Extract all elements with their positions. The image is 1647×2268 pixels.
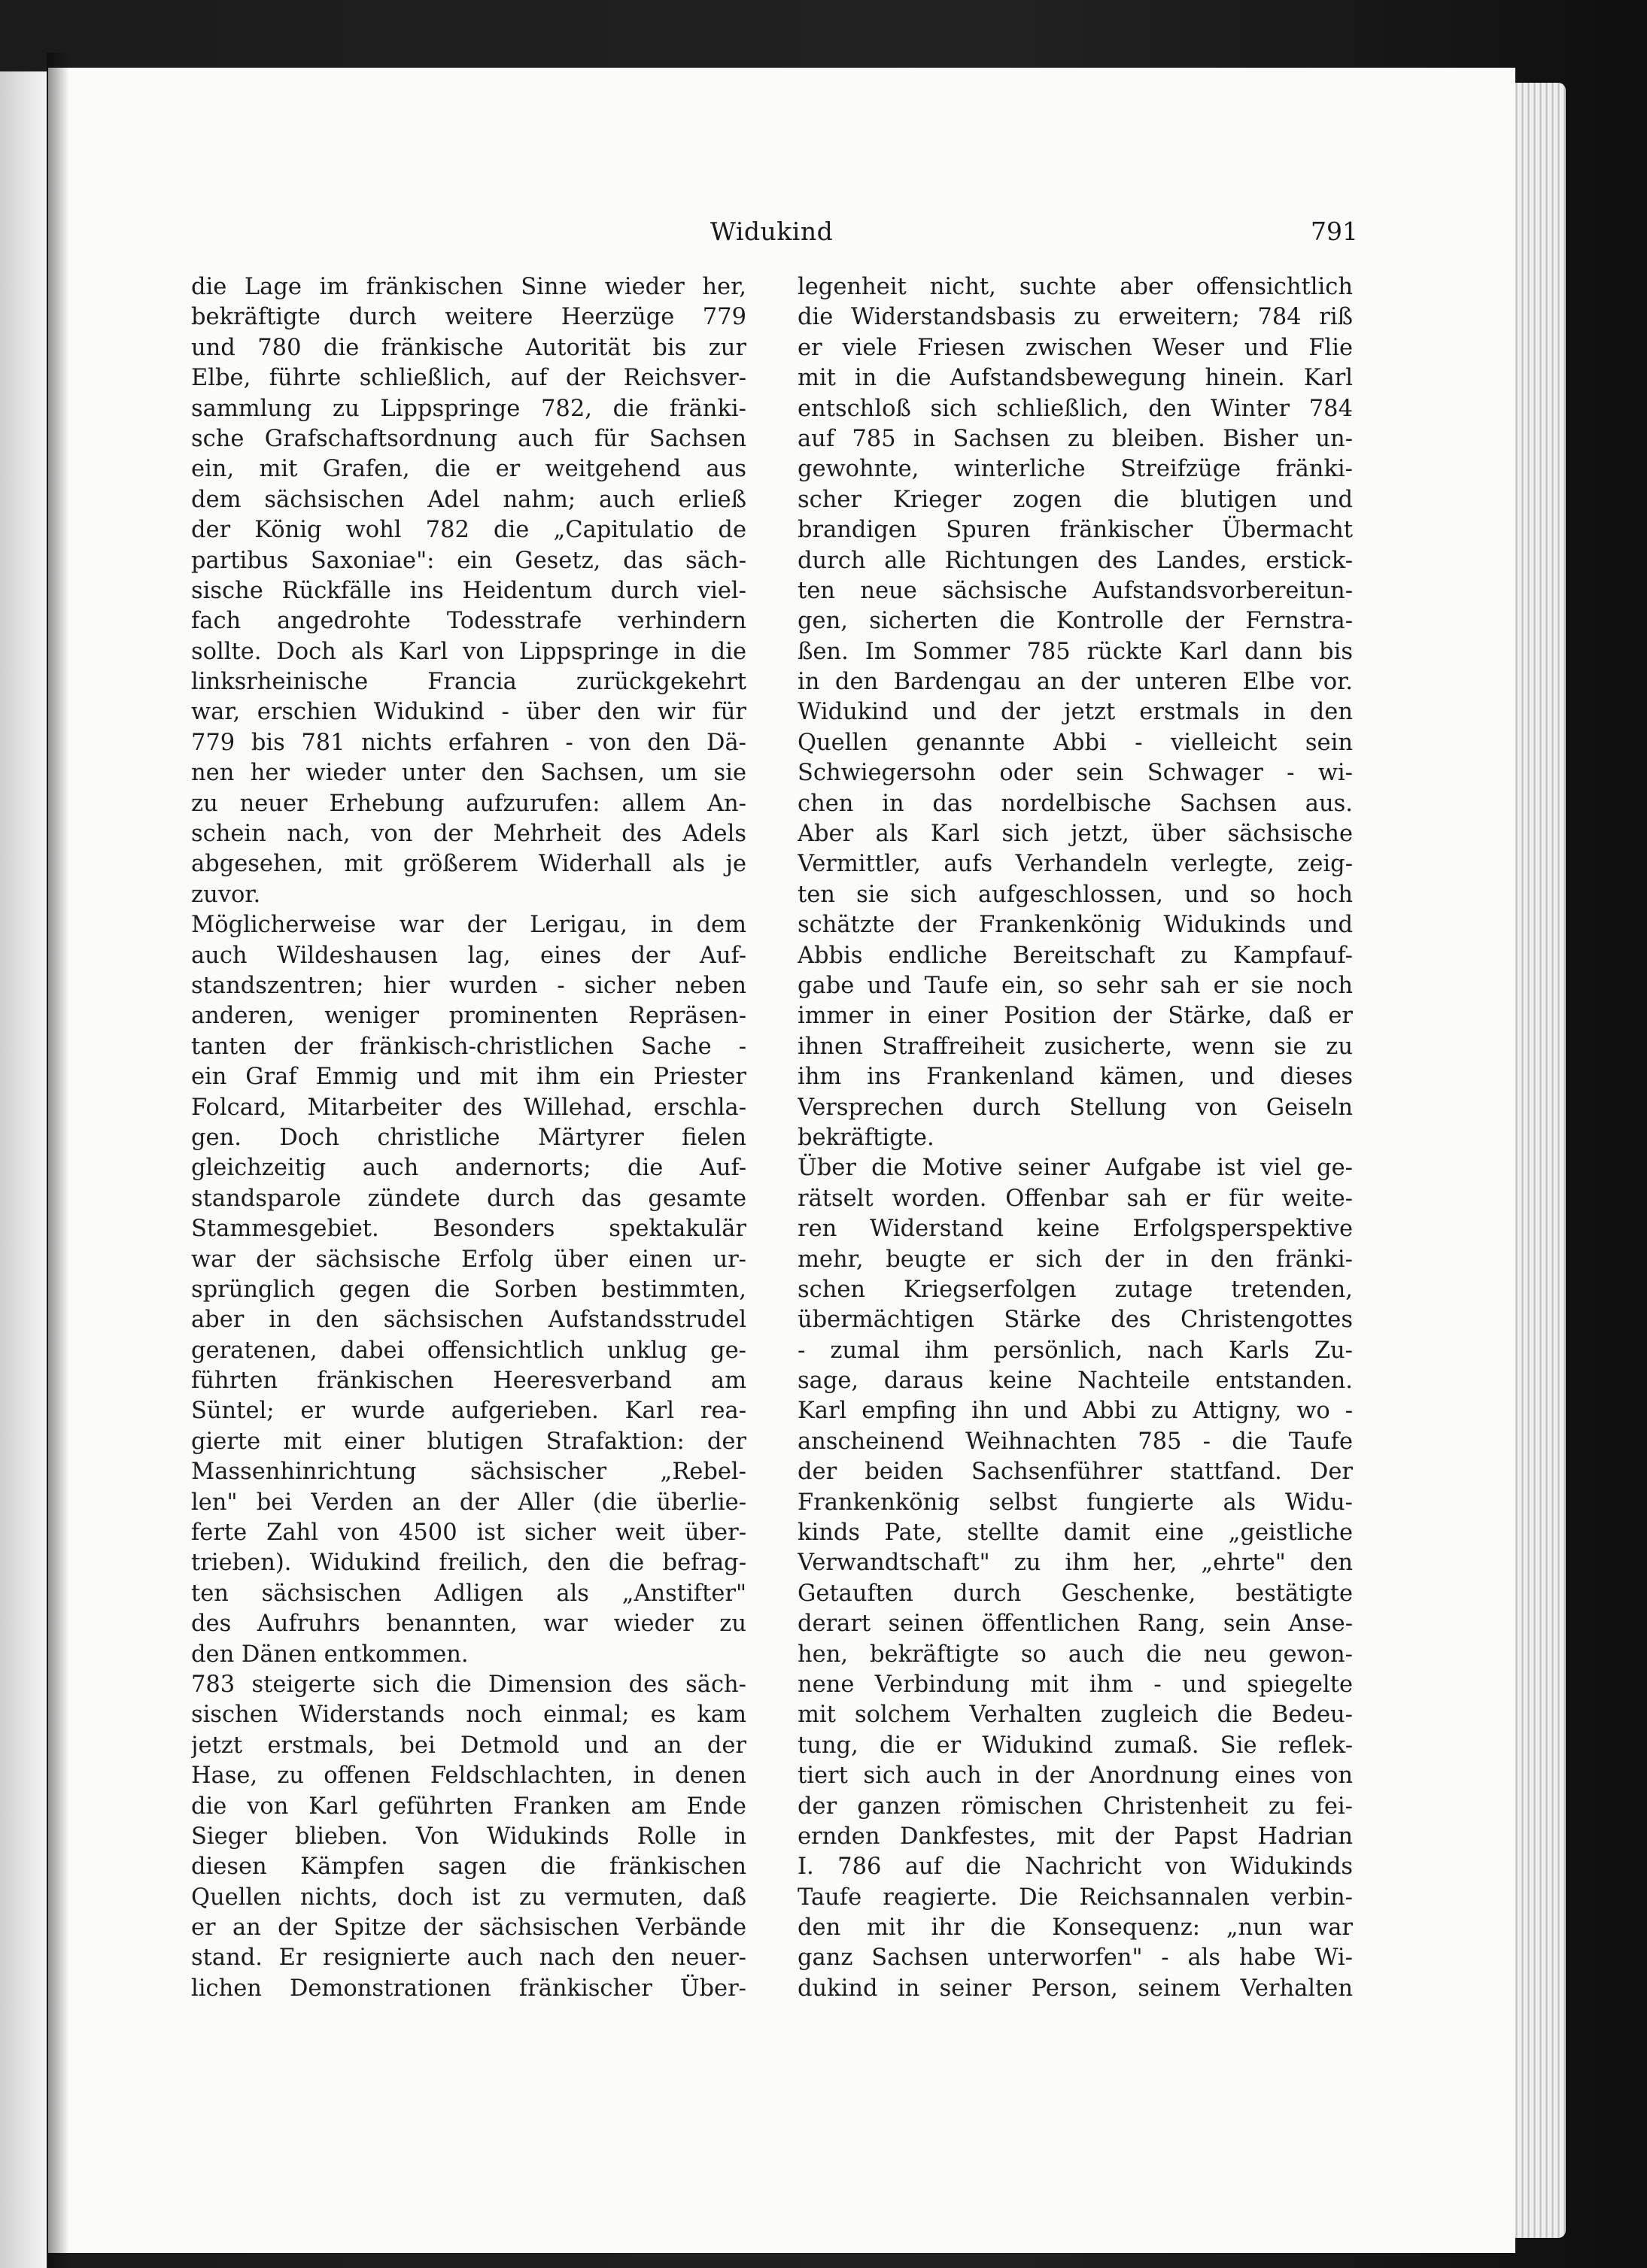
text-line: der ganzen römischen Christenheit zu fei- — [798, 1793, 1353, 1820]
text-line: Vermittler, aufs Verhandeln verlegte, zeig- — [798, 851, 1353, 878]
text-line: brandigen Spuren fränkischer Übermacht — [798, 517, 1353, 544]
text-line: sische Rückfälle ins Heidentum durch viel- — [191, 577, 746, 604]
text-line: ten neue sächsische Aufstandsvorbereitun- — [798, 577, 1353, 604]
text-line: in den Bardengau an der unteren Elbe vor. — [798, 669, 1353, 696]
text-line: Möglicherweise war der Lerigau, in dem — [191, 912, 746, 939]
text-line: ferte Zahl von 4500 ist sicher weit über- — [191, 1520, 746, 1547]
text-line: war der sächsische Erfolg über einen ur- — [191, 1246, 746, 1273]
text-line: 779 bis 781 nichts erfahren - von den Dä- — [191, 729, 746, 756]
text-line: aber in den sächsischen Aufstandsstrudel — [191, 1307, 746, 1334]
text-line: Taufe reagierte. Die Reichsannalen verbin- — [798, 1884, 1353, 1911]
text-line: Massenhinrichtung sächsischer „Rebel- — [191, 1459, 746, 1486]
text-line: anderen, weniger prominenten Repräsen- — [191, 1003, 746, 1030]
text-line: partibus Saxoniae": ein Gesetz, das säch- — [191, 547, 746, 574]
text-line: sage, daraus keine Nachteile entstanden. — [798, 1368, 1353, 1395]
text-line: sischen Widerstands noch einmal; es kam — [191, 1702, 746, 1729]
text-line: durch alle Richtungen des Landes, erstick- — [798, 547, 1353, 574]
text-line: gen, sicherten die Kontrolle der Fernstra- — [798, 608, 1353, 635]
text-line: Aber als Karl sich jetzt, über sächsische — [798, 821, 1353, 848]
text-line: bekräftigte durch weitere Heerzüge 779 — [191, 304, 746, 331]
text-line: ren Widerstand keine Erfolgsperspektive — [798, 1216, 1353, 1243]
text-line: ernden Dankfestes, mit der Papst Hadrian — [798, 1823, 1353, 1850]
text-line: dem sächsischen Adel nahm; auch erließ — [191, 486, 746, 513]
text-line: diesen Kämpfen sagen die fränkischen — [191, 1854, 746, 1881]
text-line: Getauften durch Geschenke, bestätigte — [798, 1580, 1353, 1607]
text-line: standsparole zündete durch das gesamte — [191, 1185, 746, 1212]
facing-page-edge — [0, 71, 48, 2268]
text-line: geratenen, dabei offensichtlich unklug ge- — [191, 1337, 746, 1364]
text-line: derart seinen öffentlichen Rang, sein Anse- — [798, 1611, 1353, 1638]
text-line: tung, die er Widukind zumaß. Sie reflek- — [798, 1732, 1353, 1759]
text-line: scher Krieger zogen die blutigen und — [798, 486, 1353, 513]
text-line: 783 steigerte sich die Dimension des säch- — [191, 1671, 746, 1698]
text-line: trieben). Widukind freilich, den die befrag- — [191, 1550, 746, 1577]
text-line: Quellen genannte Abbi - vielleicht sein — [798, 729, 1353, 756]
text-line: nen her wieder unter den Sachsen, um sie — [191, 760, 746, 787]
text-line: dukind in seiner Person, seinem Verhalten — [798, 1975, 1353, 2002]
running-head-title: Widukind — [710, 217, 834, 246]
text-line: den mit ihr die Konsequenz: „nun war — [798, 1914, 1353, 1942]
text-line: mit solchem Verhalten zugleich die Bedeu- — [798, 1702, 1353, 1729]
text-line: Sieger blieben. Von Widukinds Rolle in — [191, 1823, 746, 1850]
text-line: auf 785 in Sachsen zu bleiben. Bisher un- — [798, 425, 1353, 452]
text-line: ßen. Im Sommer 785 rückte Karl dann bis — [798, 638, 1353, 665]
text-line: Süntel; er wurde aufgerieben. Karl rea- — [191, 1398, 746, 1425]
text-line: zu neuer Erhebung aufzurufen: allem An- — [191, 790, 746, 817]
text-line: Karl empfing ihn und Abbi zu Attigny, wo - — [798, 1398, 1353, 1425]
text-line: die Widerstandsbasis zu erweitern; 784 riß — [798, 304, 1353, 331]
text-line: bekräftigte. — [798, 1124, 934, 1151]
text-line: er viele Friesen zwischen Weser und Flie — [798, 334, 1353, 361]
text-line: der König wohl 782 die „Capitulatio de — [191, 517, 746, 544]
text-line: gewohnte, winterliche Streifzüge fränki- — [798, 456, 1353, 483]
text-line: jetzt erstmals, bei Detmold und an der — [191, 1732, 746, 1759]
text-line: kinds Pate, stellte damit eine „geistliche — [798, 1520, 1353, 1547]
text-line: schätzte der Frankenkönig Widukinds und — [798, 912, 1353, 939]
text-line: Widukind und der jetzt erstmals in den — [798, 699, 1353, 726]
text-line: ein, mit Grafen, die er weitgehend aus — [191, 456, 746, 483]
text-line: Hase, zu offenen Feldschlachten, in denen — [191, 1762, 746, 1790]
text-line: Versprechen durch Stellung von Geiseln — [798, 1094, 1353, 1121]
text-line: rätselt worden. Offenbar sah er für weite- — [798, 1185, 1353, 1212]
text-line: abgesehen, mit größerem Widerhall als je — [191, 851, 746, 878]
text-line: und 780 die fränkische Autorität bis zur — [191, 334, 746, 361]
text-line: lichen Demonstrationen fränkischer Über- — [191, 1975, 746, 2002]
text-line: - zumal ihm persönlich, nach Karls Zu- — [798, 1337, 1353, 1364]
running-head — [48, 217, 1515, 262]
text-line: sprünglich gegen die Sorben bestimmten, — [191, 1276, 746, 1303]
text-line: linksrheinische Francia zurückgekehrt — [191, 669, 746, 696]
text-line: auch Wildeshausen lag, eines der Auf- — [191, 942, 746, 969]
text-line: fach angedrohte Todesstrafe verhindern — [191, 608, 746, 635]
text-line: Abbis endliche Bereitschaft zu Kampfauf- — [798, 942, 1353, 969]
text-line: führten fränkischen Heeresverband am — [191, 1368, 746, 1395]
text-line: übermächtigen Stärke des Christengottes — [798, 1307, 1353, 1334]
text-line: gierte mit einer blutigen Strafaktion: der — [191, 1428, 746, 1455]
text-line: war, erschien Widukind - über den wir für — [191, 699, 746, 726]
text-line: I. 786 auf die Nachricht von Widukinds — [798, 1854, 1353, 1881]
text-line: ein Graf Emmig und mit ihm ein Priester — [191, 1064, 746, 1091]
text-column-right — [798, 272, 1353, 2004]
text-line: Über die Motive seiner Aufgabe ist viel ge- — [798, 1155, 1353, 1182]
text-line: ten sächsischen Adligen als „Anstifter" — [191, 1580, 746, 1607]
text-line: legenheit nicht, suchte aber offensichtlich — [798, 274, 1353, 300]
text-line: anscheinend Weihnachten 785 - die Taufe — [798, 1428, 1353, 1455]
text-line: standszentren; hier wurden - sicher neben — [191, 972, 746, 999]
text-line: tiert sich auch in der Anordnung eines von — [798, 1762, 1353, 1790]
text-line: stand. Er resignierte auch nach den neuer- — [191, 1945, 746, 1972]
text-line: die von Karl geführten Franken am Ende — [191, 1793, 746, 1820]
gutter-shadow — [47, 53, 69, 2268]
text-line: des Aufruhrs benannten, war wieder zu — [191, 1611, 746, 1638]
text-line: entschloß sich schließlich, den Winter 784 — [798, 395, 1353, 422]
text-line: chen in das nordelbische Sachsen aus. — [798, 790, 1353, 817]
text-line: schen Kriegserfolgen zutage tretenden, — [798, 1276, 1353, 1303]
text-line: len" bei Verden an der Aller (die überlie- — [191, 1489, 746, 1516]
text-line: mehr, beugte er sich der in den fränki- — [798, 1246, 1353, 1273]
text-column-left — [191, 272, 746, 2004]
text-line: den Dänen entkommen. — [191, 1641, 469, 1668]
text-line: hen, bekräftigte so auch die neu gewon- — [798, 1641, 1353, 1668]
text-line: immer in einer Position der Stärke, daß er — [798, 1003, 1353, 1030]
text-line: Folcard, Mitarbeiter des Willehad, erschla- — [191, 1094, 746, 1121]
text-line: gleichzeitig auch andernorts; die Auf- — [191, 1155, 746, 1182]
text-line: Schwiegersohn oder sein Schwager - wi- — [798, 760, 1353, 787]
text-line: ganz Sachsen unterworfen" - als habe Wi- — [798, 1945, 1353, 1972]
text-line: sammlung zu Lippspringe 782, die fränki- — [191, 395, 746, 422]
text-line: schein nach, von der Mehrheit des Adels — [191, 821, 746, 848]
text-line: er an der Spitze der sächsischen Verbände — [191, 1914, 746, 1942]
text-line: gabe und Taufe ein, so sehr sah er sie noch — [798, 972, 1353, 999]
text-line: sche Grafschaftsordnung auch für Sachsen — [191, 425, 746, 452]
text-line: ihnen Straffreiheit zusicherte, wenn sie zu — [798, 1033, 1353, 1060]
text-line: Verwandtschaft" zu ihm her, „ehrte" den — [798, 1550, 1353, 1577]
text-line: mit in die Aufstandsbewegung hinein. Karl — [798, 365, 1353, 392]
text-line: tanten der fränkisch-christlichen Sache - — [191, 1033, 746, 1060]
text-line: Quellen nichts, doch ist zu vermuten, daß — [191, 1884, 746, 1911]
text-line: sollte. Doch als Karl von Lippspringe in die — [191, 638, 746, 665]
text-line: ten sie sich aufgeschlossen, und so hoch — [798, 881, 1353, 908]
text-line: ihm ins Frankenland kämen, und dieses — [798, 1064, 1353, 1091]
text-line: gen. Doch christliche Märtyrer fielen — [191, 1124, 746, 1151]
page-number: 791 — [1311, 217, 1358, 246]
text-line: zuvor. — [191, 881, 261, 908]
text-line: Stammesgebiet. Besonders spektakulär — [191, 1216, 746, 1243]
text-line: nene Verbindung mit ihm - und spiegelte — [798, 1671, 1353, 1698]
text-line: Elbe, führte schließlich, auf der Reichsver- — [191, 365, 746, 392]
text-line: die Lage im fränkischen Sinne wieder her, — [191, 274, 746, 300]
text-line: Frankenkönig selbst fungierte als Widu- — [798, 1489, 1353, 1516]
book-page — [48, 68, 1515, 2253]
text-line: der beiden Sachsenführer stattfand. Der — [798, 1459, 1353, 1486]
